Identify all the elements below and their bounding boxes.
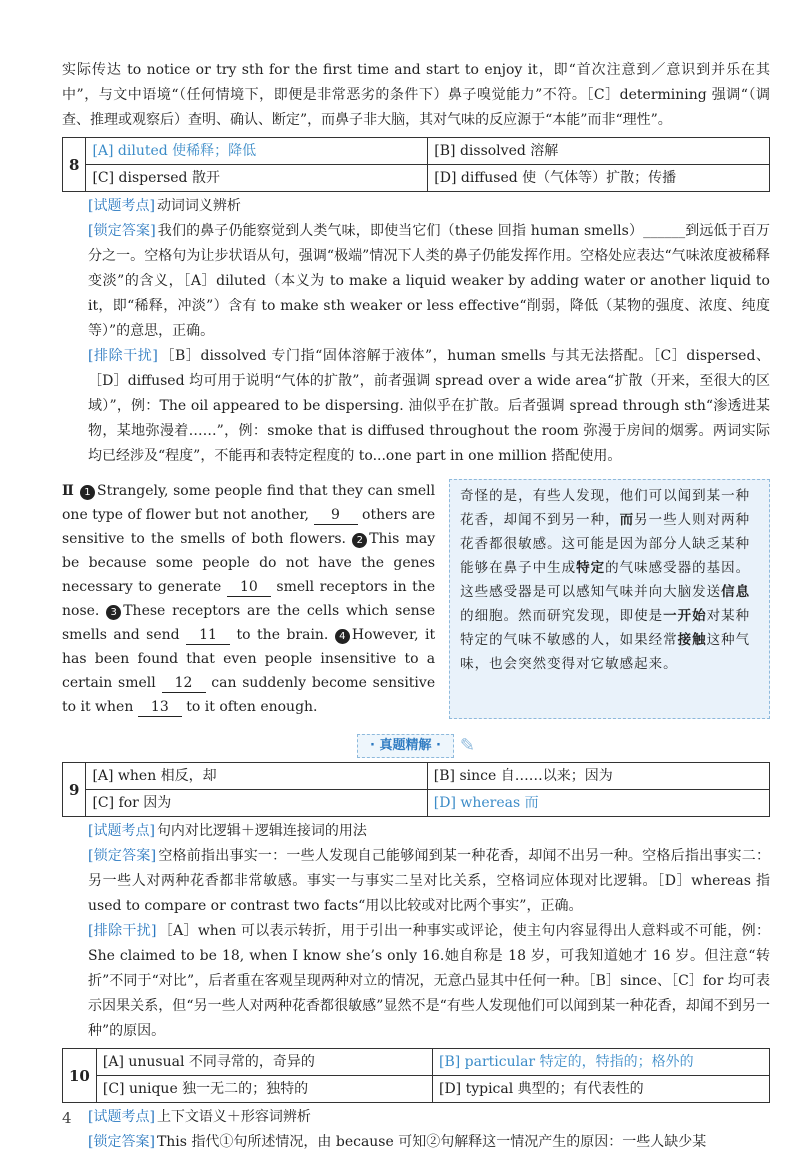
cn-key-4: 一开始 <box>663 608 707 624</box>
q9-option-b: [B] since 自……以来；因为 <box>427 763 769 790</box>
cn-key-2: 特定 <box>576 560 606 576</box>
q8-option-b: [B] dissolved 溶解 <box>428 138 770 165</box>
sentence-marker-2: 2 <box>352 533 367 548</box>
q10-option-b: [B] particular 特定的，特指的；格外的 <box>432 1049 769 1076</box>
passage-s2: This may be because some people do not have the genes necessary to generate <box>62 531 436 595</box>
q8-answer-tag: [ 锁定答案 ] <box>88 223 156 239</box>
q9-point-text: 句内对比逻辑＋逻辑连接词的用法 <box>156 823 367 839</box>
q9-answer-text: 空格前指出事实一：一些人发现自己能够闻到某一种花香，却闻不出另一种。空格后指出事实二：另一些人对两种花香都非常敏感。事实一与事实二呈对比关系，空格词应体现对比逻辑。［D］whereas 指 used to compare or contrast two facts“用以比较或对比两个事实”，正确。 <box>88 848 771 914</box>
q10-analysis <box>62 1105 770 1155</box>
passage-section <box>62 479 770 719</box>
q9-point-line <box>88 819 770 844</box>
q10-option-a: [A] unusual 不同寻常的，奇异的 <box>96 1049 432 1076</box>
cn-key-5: 接触 <box>677 632 707 648</box>
cn-part-4: 的细胞。然而研究发现，即使是 <box>460 608 664 624</box>
page-number: 4 <box>62 1109 72 1127</box>
passage-roman-numeral: Ⅱ <box>62 483 74 499</box>
q9-point-tag: [ 试题考点 ] <box>88 823 155 839</box>
passage-english <box>62 479 435 719</box>
sentence-marker-4: 4 <box>335 629 350 644</box>
q8-answer-line <box>88 219 770 344</box>
cn-part-2: 另一些人则对两种花香都很敏感。这可能是因为部分人缺乏某种能够在鼻子中生成 <box>460 512 751 576</box>
q10-point-text: 上下文语义＋形容词辨析 <box>156 1109 311 1125</box>
page-content <box>62 58 770 1155</box>
q9-option-c: [C] for 因为 <box>86 790 427 817</box>
section-title-label: · 真题精解 · <box>357 734 454 758</box>
q9-analysis <box>62 819 770 1044</box>
q9-exclude-line <box>88 919 770 1044</box>
passage-s1b: others are sensitive to the smells of both flowers. <box>62 507 436 547</box>
q9-exclude-tag: [ 排除干扰 ] <box>88 923 156 939</box>
passage-s2b: smell receptors in the nose. <box>62 579 436 619</box>
q10-point-line <box>88 1105 770 1130</box>
q9-answer-tag: [ 锁定答案 ] <box>88 848 156 864</box>
passage-s4c: to it often enough. <box>186 699 318 715</box>
q8-options-table <box>62 137 770 192</box>
q8-analysis <box>62 194 770 469</box>
cn-part-6: 这种气味，也会突然变得对它敏感起来。 <box>460 632 751 672</box>
q8-option-c: [C] dispersed 散开 <box>86 165 428 192</box>
q9-options-table <box>62 762 770 817</box>
passage-s3: These receptors are the cells which sense smells and send <box>62 603 436 643</box>
q9-answer-line <box>88 844 770 919</box>
passage-chinese-translation <box>449 479 770 719</box>
q10-option-d: [D] typical 典型的；有代表性的 <box>432 1076 769 1103</box>
q10-options-table <box>62 1048 770 1103</box>
q8-point-line <box>88 194 770 219</box>
q10-answer-tag: [ 锁定答案 ] <box>88 1134 155 1150</box>
q8-option-a: [A] diluted 使稀释；降低 <box>86 138 428 165</box>
q10-number: 10 <box>63 1049 97 1103</box>
cn-part-5: 对某种特定的气味不敏感的人，如果经常 <box>460 608 751 648</box>
q8-exclude-text: ［B］dissolved 专门指“固体溶解于液体”，human smells 与其无法搭配。［C］dispersed、［D］diffused 均可用于说明“气体的扩散”，前者强调 spread over a wide area“扩散（开来，至很大的区域）”，例：The oil appeared to be dispersing. 油似乎在扩散。后者强调 spread through sth“渗透进某物，某地弥漫着……”，例：smoke that is diffused throughout the room 弥漫于房间的烟雾。两词实际均已经涉及“程度”，不能再和表特定程度的 to...one part in one million 搭配使用。 <box>88 348 771 464</box>
q10-point-tag: [ 试题考点 ] <box>88 1109 155 1125</box>
q8-exclude-line <box>88 344 770 469</box>
q9-exclude-text: ［A］when 可以表示转折，用于引出一种事实或评论，使主句内容显得出人意料或不可能，例：She claimed to be 18, when I know she’s only 16.她自称是 18 岁，可我知道她才 16 岁。但注意“转折”不同于“对比”，后者重在客观呈现两种对立的情况，无意凸显其中任何一种。［B］since、［C］for 均可表示因果关系，但“另一些人对两种花香都很敏感”显然不是“有些人发现他们可以闻到某一种花香，却闻不到另一种”的原因。 <box>88 923 770 1039</box>
q8-point-tag: [ 试题考点 ] <box>88 198 155 214</box>
q10-answer-text: This 指代①句所述情况，由 because 可知②句解释这一情况产生的原因：一些人缺少某 <box>156 1134 707 1150</box>
blank-10: 10 <box>227 578 271 597</box>
cn-part-1: 奇怪的是，有些人发现，他们可以闻到某一种花香，却闻不到另一种， <box>460 488 751 528</box>
passage-s3b: to the brain. <box>236 627 329 643</box>
blank-13: 13 <box>138 698 182 717</box>
q8-number: 8 <box>63 138 86 192</box>
q8-point-text: 动词词义辨析 <box>156 198 241 214</box>
q9-number: 9 <box>63 763 86 817</box>
passage-s4b: can suddenly become sensitive to it when <box>62 675 436 715</box>
quill-icon: ✎ <box>459 735 476 756</box>
blank-9: 9 <box>314 506 358 525</box>
sentence-marker-1: 1 <box>80 485 95 500</box>
cn-key-1: 而 <box>619 512 635 528</box>
q9-option-d: [D] whereas 而 <box>427 790 769 817</box>
q8-option-d: [D] diffused 使（气体等）扩散；传播 <box>428 165 770 192</box>
q8-answer-text: 我们的鼻子仍能察觉到人类气味，即使当它们（these 回指 human smells）______到远低于百万分之一。空格句为让步状语从句，强调“极端”情况下人类的鼻子仍能发挥作用。空格处应表达“气味浓度被稀释变淡”的含义，［A］diluted（本义为 to make a liquid weaker by adding water or another liquid to it，即“稀释，冲淡”）含有 to make sth weaker or less effective“削弱，降低（某物的强度、浓度、纯度等）”的意思，正确。 <box>88 223 770 339</box>
q9-option-a: [A] when 相反，却 <box>86 763 427 790</box>
passage-s1: Strangely, some people find that they can smell one type of flower but not another, <box>62 483 436 523</box>
q10-option-c: [C] unique 独一无二的；独特的 <box>96 1076 432 1103</box>
blank-11: 11 <box>186 626 230 645</box>
section-title <box>62 733 770 758</box>
cn-key-3: 信息 <box>721 584 751 600</box>
passage-s4: However, it has been found that even people insensitive to a certain smell <box>62 627 436 691</box>
blank-12: 12 <box>162 674 206 693</box>
cn-part-3: 的气味感受器的基因。这些感受器是可以感知气味并向大脑发送 <box>460 560 751 600</box>
sentence-marker-3: 3 <box>106 605 121 620</box>
q10-answer-line <box>88 1130 770 1155</box>
intro-paragraph: 实际传达 to notice or try sth for the first time and start to enjoy it，即“首次注意到／意识到并乐在其中”，与文中语境“（任何情境下，即便是非常恶劣的条件下）鼻子嗅觉能力”不符。［C］determining 强调“（调查、推理或观察后）查明、确认、断定”，而鼻子非大脑，其对气味的反应源于“本能”而非“理性”。 <box>62 62 770 128</box>
q8-exclude-tag: [ 排除干扰 ] <box>88 348 158 364</box>
